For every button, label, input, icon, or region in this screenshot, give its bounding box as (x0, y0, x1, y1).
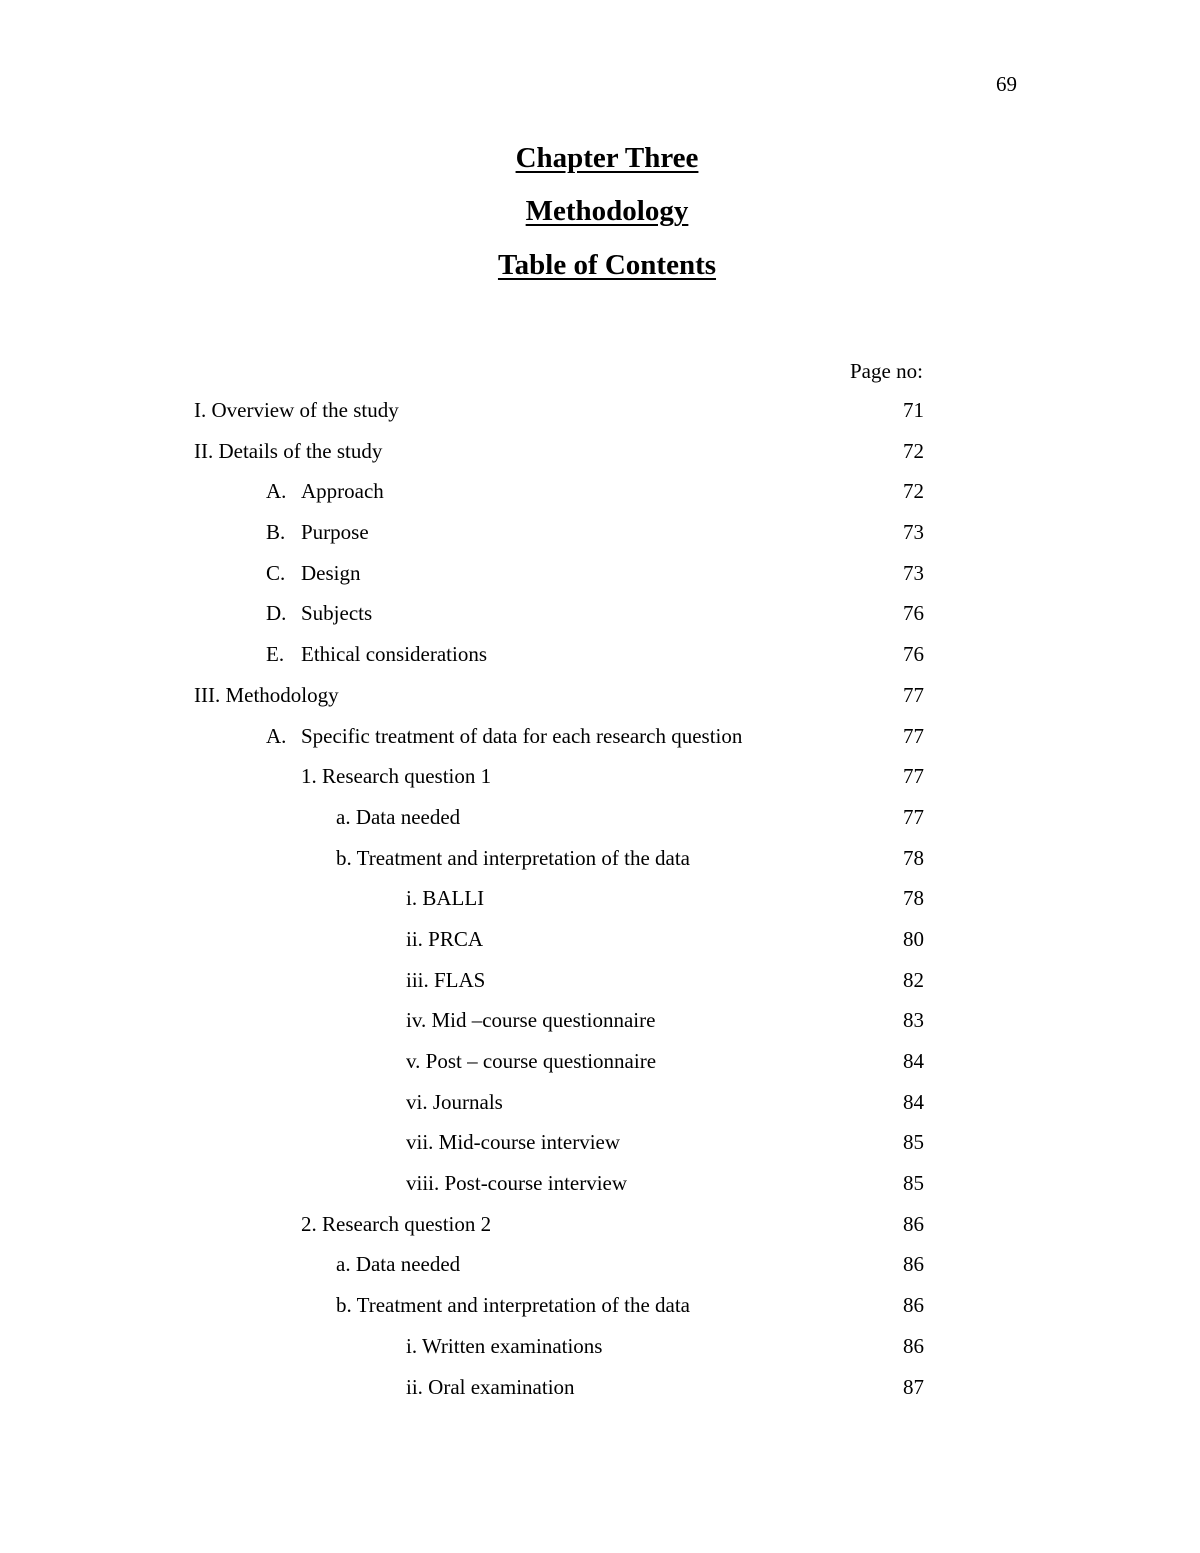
toc-entry-label: 1. Research question 1 (301, 764, 492, 789)
toc-entry-marker: E. (266, 642, 285, 667)
toc-entry-page: 80 (903, 926, 924, 951)
toc-entry-label: a. Data needed (336, 1252, 461, 1277)
toc-entry-oral-examination (0, 1367, 1200, 1408)
toc-entry-data-needed-1 (0, 797, 1200, 838)
toc-entry-ethical-considerations (0, 634, 1200, 675)
toc-entry-purpose (0, 512, 1200, 553)
toc-entry-page: 77 (903, 723, 924, 748)
toc-entry-flas (0, 960, 1200, 1001)
toc-entry-written-examinations (0, 1326, 1200, 1367)
toc-entry-specific-treatment (0, 716, 1200, 757)
toc-entry-label: 2. Research question 2 (301, 1211, 492, 1236)
toc-entry-label: v. Post – course questionnaire (406, 1049, 657, 1073)
toc-entry-page: 73 (903, 520, 924, 545)
toc-entry-data-needed-2 (0, 1244, 1200, 1285)
toc-entry-page: 73 (903, 560, 924, 585)
toc-entry-page: 78 (903, 845, 924, 870)
toc-entry-post-course-questionnaire (0, 1041, 1200, 1082)
toc-entry-label (266, 716, 742, 757)
toc-entry-page: 72 (903, 479, 924, 504)
toc-entry-label: ii. Oral examination (406, 1374, 575, 1399)
toc-entry-page: 84 (903, 1089, 924, 1114)
toc-entry-page: 77 (903, 764, 924, 789)
toc-entry-label: i. BALLI (406, 886, 485, 911)
toc-title: Table of Contents (497, 249, 717, 281)
toc-entry-label: vii. Mid-course interview (406, 1130, 621, 1155)
toc-entry-treatment-2 (0, 1285, 1200, 1326)
toc-entry-page: 84 (903, 1049, 924, 1073)
toc-entry-label (266, 471, 384, 512)
toc-entry-marker: A. (266, 723, 287, 748)
toc-entry-label (266, 593, 372, 634)
toc-entry-post-course-interview (0, 1163, 1200, 1204)
toc-entry-page: 77 (903, 682, 924, 707)
toc-entry-subjects (0, 593, 1200, 634)
toc-entry-text: Ethical considerations (301, 642, 488, 667)
toc-entry-research-question-1 (0, 756, 1200, 797)
toc-entry-text: Subjects (301, 601, 373, 626)
toc-entry-label: III. Methodology (194, 682, 339, 707)
toc-entry-page: 76 (903, 601, 924, 626)
toc-entry-page: 85 (903, 1171, 924, 1196)
toc-entry-methodology (0, 675, 1200, 716)
page-number: 69 (996, 72, 1017, 96)
toc-entry-page: 71 (903, 398, 924, 422)
toc-entry-page: 78 (903, 886, 924, 911)
toc-entry-label: i. Written examinations (406, 1333, 603, 1358)
toc-entry-research-question-2 (0, 1204, 1200, 1245)
toc-entry-text: Approach (301, 479, 384, 504)
toc-entry-page: 86 (903, 1293, 924, 1318)
toc-entry-prca (0, 919, 1200, 960)
toc-entry-label: I. Overview of the study (194, 398, 399, 422)
toc-entry-marker: A. (266, 479, 287, 504)
toc-entry-label: viii. Post-course interview (406, 1171, 628, 1196)
toc-entry-design (0, 553, 1200, 594)
toc-entry-page: 87 (903, 1374, 924, 1399)
toc-entry-label (266, 634, 487, 675)
toc-entry-label: b. Treatment and interpretation of the data (336, 845, 690, 870)
toc-entry-mid-course-interview (0, 1122, 1200, 1163)
toc-entry-page: 72 (903, 438, 924, 463)
chapter-title: Methodology (525, 195, 689, 227)
toc-entry-label: iv. Mid –course questionnaire (406, 1008, 656, 1033)
chapter-heading: Chapter Three (515, 142, 699, 174)
toc-entry-label: a. Data needed (336, 804, 461, 829)
toc-entry-page: 85 (903, 1130, 924, 1155)
toc-entry-text: Purpose (301, 520, 369, 545)
toc-entry-overview (0, 390, 1200, 431)
page-no-column-header: Page no: (850, 359, 923, 383)
toc-entry-balli (0, 878, 1200, 919)
toc-entry-label: iii. FLAS (406, 967, 486, 992)
toc-entry-label (266, 553, 361, 594)
toc-entry-mid-course-questionnaire (0, 1000, 1200, 1041)
toc-entry-label: II. Details of the study (194, 438, 383, 463)
toc-entry-label: ii. PRCA (406, 926, 484, 951)
toc-entry-marker: B. (266, 520, 286, 545)
toc-entry-label (266, 512, 369, 553)
toc-entry-page: 76 (903, 642, 924, 667)
toc-entry-page: 86 (903, 1333, 924, 1358)
toc-entry-text: Design (301, 560, 361, 585)
toc-entry-treatment-1 (0, 838, 1200, 879)
toc-entry-marker: D. (266, 601, 287, 626)
toc-entry-label: vi. Journals (406, 1089, 503, 1114)
toc-entry-approach (0, 471, 1200, 512)
toc-entry-journals (0, 1082, 1200, 1123)
toc-entry-page: 86 (903, 1252, 924, 1277)
toc-entry-label: b. Treatment and interpretation of the data (336, 1293, 690, 1318)
toc-entry-page: 83 (903, 1008, 924, 1033)
toc-entry-page: 77 (903, 804, 924, 829)
toc-entry-page: 86 (903, 1211, 924, 1236)
toc-entry-page: 82 (903, 967, 924, 992)
toc-entry-text: Specific treatment of data for each research question (301, 723, 743, 748)
table-of-contents (0, 390, 1200, 1407)
toc-entry-marker: C. (266, 560, 286, 585)
toc-entry-details (0, 431, 1200, 472)
